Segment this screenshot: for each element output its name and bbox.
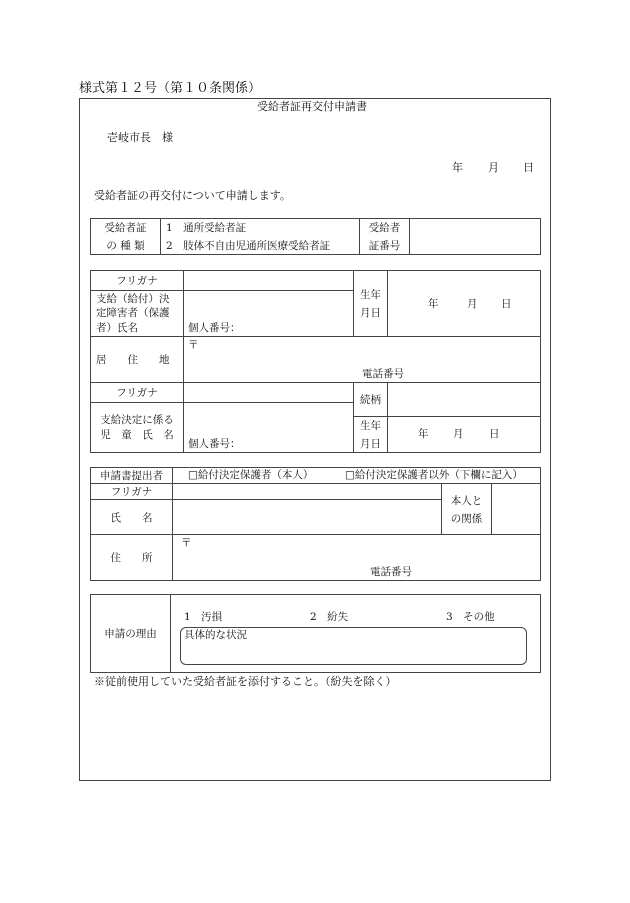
submitter-table: [90, 467, 541, 581]
submitter-furigana-field[interactable]: [173, 484, 442, 500]
reason-option-soiled[interactable]: 1 汚損: [184, 611, 223, 623]
submitter-name-field[interactable]: [173, 500, 442, 535]
certificate-type-label-line2: の 種 類: [106, 240, 145, 252]
guardian-furigana-field[interactable]: [184, 271, 354, 291]
option-medical-certificate[interactable]: 2 肢体不自由児通所医療受給者証: [166, 240, 331, 252]
submitter-relationship-label-line2: の関係: [450, 512, 483, 525]
date-month-label: 月: [488, 161, 499, 174]
guardian-birth-day: 日: [501, 298, 512, 310]
addressee: 壱岐市長 様: [107, 131, 173, 144]
reason-field: [171, 595, 541, 673]
certificate-number-field[interactable]: [410, 219, 541, 255]
submitter-furigana-label: フリガナ: [91, 484, 173, 500]
submitter-address-field[interactable]: [173, 535, 541, 581]
guardian-birth-label-line1: 生年: [360, 289, 381, 301]
submitter-options: [173, 468, 541, 484]
reason-details-label: 具体的な状況: [184, 629, 247, 641]
certificate-type-label: [91, 219, 161, 255]
reason-option-other[interactable]: 3 その他: [446, 611, 495, 623]
form-number: 様式第１２号（第１０条関係）: [79, 81, 262, 96]
child-name-field[interactable]: [184, 403, 354, 453]
guardian-name-label: [91, 291, 184, 337]
submitter-phone-label: 電話番号: [370, 565, 412, 578]
guardian-birth-label-line2: 月日: [360, 307, 381, 319]
guardian-name-label-line2: 定障害者（保護: [96, 307, 170, 320]
child-name-label-line2: 児 童 氏 名: [100, 428, 174, 441]
guardian-child-table: [90, 270, 541, 453]
guardian-postal-mark: 〒: [188, 339, 199, 351]
guardian-name-label-line3: 者）氏名: [96, 321, 138, 334]
submitter-header-label: 申請書提出者: [91, 468, 173, 484]
guardian-birth-month: 月: [467, 298, 478, 310]
child-birth-label-line1: 生年: [360, 420, 381, 432]
child-individual-number-label: 個人番号：: [188, 437, 241, 450]
submitter-relationship-field[interactable]: [492, 484, 541, 535]
reason-label: 申請の理由: [91, 595, 171, 673]
child-relationship-label: 続柄: [354, 383, 388, 417]
child-birth-label: [354, 417, 388, 453]
child-name-label: [91, 403, 184, 453]
child-birth-day: 日: [489, 428, 500, 440]
submitter-name-label: 氏 名: [91, 500, 173, 535]
request-statement: 受給者証の再交付について申請します。: [94, 189, 291, 202]
certificate-type-table: [90, 218, 541, 255]
date-day-label: 日: [523, 161, 534, 174]
child-furigana-label: フリガナ: [91, 383, 184, 403]
guardian-birthdate-field[interactable]: [388, 271, 541, 337]
certificate-number-label-line2: 証番号: [368, 240, 401, 252]
child-birth-year: 年: [418, 428, 429, 440]
certificate-number-label-line1: 受給者: [368, 222, 401, 234]
guardian-name-label-line1: 支給（給付）決: [96, 293, 170, 306]
guardian-address-field[interactable]: [184, 337, 541, 383]
child-birthdate-field[interactable]: [388, 417, 541, 453]
guardian-birth-year: 年: [428, 298, 439, 310]
child-name-label-line1: 支給決定に係る: [100, 413, 174, 426]
attachment-note: ※従前使用していた受給者証を添付すること。（紛失を除く）: [94, 675, 397, 688]
child-birth-label-line2: 月日: [360, 438, 381, 450]
submitter-postal-mark: 〒: [181, 537, 192, 549]
guardian-birth-label: [354, 271, 388, 337]
date-year-label: 年: [452, 161, 463, 174]
child-birth-month: 月: [453, 428, 464, 440]
submitter-address-label: 住 所: [91, 535, 173, 581]
reason-table: [90, 594, 541, 673]
guardian-furigana-label: フリガナ: [91, 271, 184, 291]
guardian-name-field[interactable]: [184, 291, 354, 337]
option-submitter-other[interactable]: □給付決定保護者以外（下欄に記入）: [345, 469, 523, 481]
submitter-relationship-label-line1: 本人と: [450, 494, 483, 507]
submitter-relationship-label: [442, 484, 492, 535]
option-day-service-certificate[interactable]: 1 通所受給者証: [166, 222, 247, 234]
guardian-individual-number-label: 個人番号：: [188, 321, 241, 334]
certificate-type-label-line1: 受給者証: [104, 222, 147, 234]
child-furigana-field[interactable]: [184, 383, 354, 403]
guardian-phone-label: 電話番号: [362, 367, 404, 380]
guardian-address-label: 居 住 地: [91, 337, 184, 383]
certificate-number-label: [360, 219, 410, 255]
reason-option-lost[interactable]: 2 紛失: [310, 611, 349, 623]
certificate-type-options: [161, 219, 360, 255]
option-submitter-self[interactable]: □給付決定保護者（本人）: [188, 469, 314, 481]
child-relationship-field[interactable]: [388, 383, 541, 417]
form-title: 受給者証再交付申請書: [257, 100, 367, 113]
